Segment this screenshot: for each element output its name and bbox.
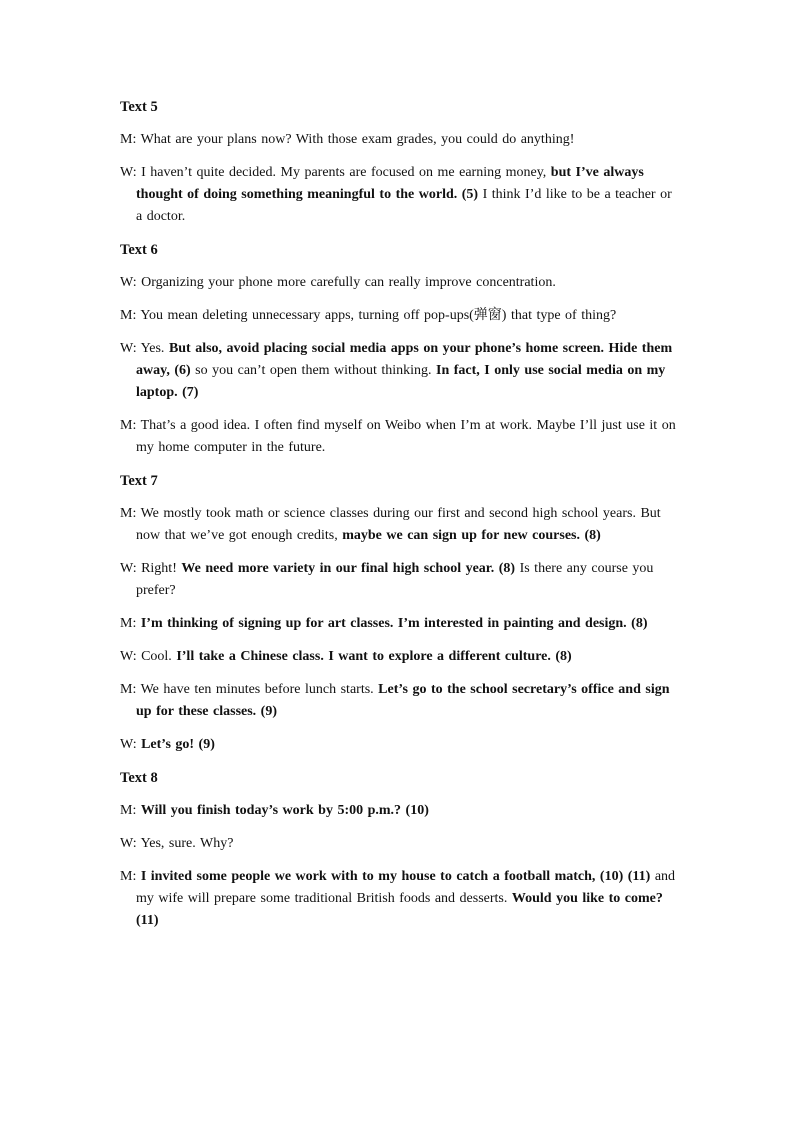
- dialogue-text: M:: [120, 869, 141, 884]
- dialogue-text: Is there any course you prefer?: [136, 561, 654, 598]
- dialogue-line: [120, 129, 680, 151]
- dialogue-line: [120, 866, 680, 932]
- dialogue-line: [120, 272, 680, 294]
- dialogue-text: M: That’s a good idea. I often find myself on Weibo when I’m at work. Maybe I’ll just use it on my home computer in the future.: [120, 418, 676, 455]
- answer-clue-text: In fact, I only use social media on my laptop. (7): [136, 363, 666, 400]
- section-heading: Text 5: [120, 99, 158, 115]
- dialogue-text: W: Cool.: [120, 649, 177, 664]
- dialogue-text: W: Right!: [120, 561, 182, 576]
- dialogue-line: [120, 338, 680, 404]
- answer-clue-text: Will you finish today’s work by 5:00 p.m.? (10): [140, 803, 429, 818]
- answer-clue-text: but I’ve always thought of doing something meaningful to the world. (5): [136, 165, 644, 202]
- section-heading: Text 7: [120, 473, 158, 489]
- dialogue-line: [120, 503, 680, 547]
- document-body: [120, 96, 680, 943]
- dialogue-text: W: Yes, sure. Why?: [120, 836, 234, 851]
- dialogue-text: W:: [120, 737, 142, 752]
- dialogue-text: M: We mostly took math or science classes during our first and second high school years. But now that we’ve got enough credits,: [120, 506, 661, 543]
- dialogue-text: M: You mean deleting unnecessary apps, turning off pop-ups(弹窗) that type of thing?: [120, 308, 617, 323]
- dialogue-line: [120, 734, 680, 756]
- answer-clue-text: Let’s go! (9): [141, 737, 215, 752]
- answer-clue-text: maybe we can sign up for new courses. (8): [342, 528, 601, 543]
- dialogue-line: [120, 162, 680, 228]
- dialogue-line: [120, 415, 680, 459]
- dialogue-line: [120, 833, 680, 855]
- answer-clue-text: Would you like to come? (11): [136, 891, 663, 928]
- dialogue-text: M:: [120, 803, 141, 818]
- dialogue-line: [120, 679, 680, 723]
- dialogue-text: W: I haven’t quite decided. My parents are focused on me earning money,: [120, 165, 551, 180]
- answer-clue-text: I’m thinking of signing up for art classes. I’m interested in painting and design. (8): [140, 616, 648, 631]
- answer-clue-text: We need more variety in our final high school year. (8): [181, 561, 516, 576]
- dialogue-text: M: We have ten minutes before lunch starts.: [120, 682, 379, 697]
- dialogue-line: [120, 646, 680, 668]
- dialogue-line: [120, 800, 680, 822]
- dialogue-text: W: Organizing your phone more carefully can really improve concentration.: [120, 275, 556, 290]
- dialogue-line: [120, 613, 680, 635]
- dialogue-text: and my wife will prepare some traditional British foods and desserts.: [136, 869, 676, 906]
- dialogue-line: [120, 558, 680, 602]
- answer-clue-text: Let’s go to the school secretary’s office and sign up for these classes. (9): [136, 682, 670, 719]
- section-heading: Text 8: [120, 770, 158, 786]
- dialogue-text: M: What are your plans now? With those exam grades, you could do anything!: [120, 132, 575, 147]
- answer-clue-text: I’ll take a Chinese class. I want to explore a different culture. (8): [176, 649, 572, 664]
- dialogue-line: [120, 305, 680, 327]
- dialogue-text: M:: [120, 616, 141, 631]
- section-heading: Text 6: [120, 242, 158, 258]
- dialogue-text: so you can’t open them without thinking.: [190, 363, 437, 378]
- answer-clue-text: I invited some people we work with to my house to catch a football match, (10) (11): [140, 869, 651, 884]
- dialogue-text: I think I’d like to be a teacher or a doctor.: [136, 187, 672, 224]
- dialogue-text: W: Yes.: [120, 341, 169, 356]
- answer-clue-text: But also, avoid placing social media apps on your phone’s home screen. Hide them away, (6): [136, 341, 673, 378]
